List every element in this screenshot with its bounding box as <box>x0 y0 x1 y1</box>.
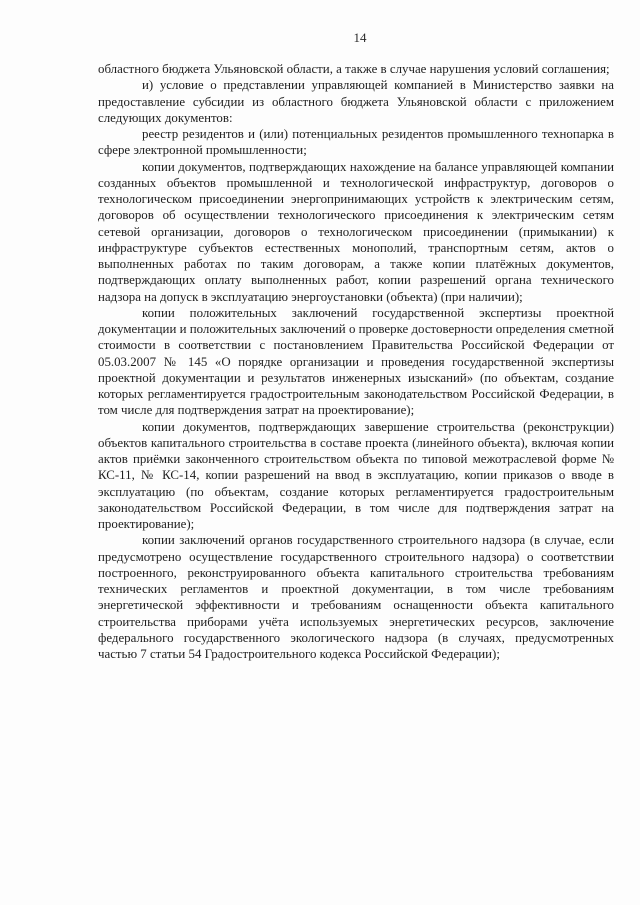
paragraph: и) условие о представлении управляющей компанией в Министерство заявки на предоставление субсидии из областного бюджета Ульяновской области с приложением следующих документов: <box>98 78 614 125</box>
paragraph: копии документов, подтверждающих завершение строительства (реконструкции) объектов капитального строительства в составе проекта (линейного объекта), включая копии актов приёмки законченного строительством объекта по типовой межотраслевой форме № КС-11, № КС-14, копии разрешений на ввод в эксплуатацию, копии приказов о вводе в эксплуатацию (по объектам, создание которых регламентируется градостроительным законодательством Российской Федерации, в том числе для подтверждения затрат на проектирование); <box>98 419 614 531</box>
paragraph: копии заключений органов государственного строительного надзора (в случае, если предусмотрено осуществление государственного строительного надзора) о соответствии построенного, реконструированного объекта капитального строительства требованиям технических регламентов и проектной документации, в том числе требованиям энергетической эффективности и требованиям оснащенности объекта капитального строительства приборами учёта используемых энергетических ресурсов, заключение федерального государственного экологического надзора (в случаях, предусмотренных частью 7 статьи 54 Градостроительного кодекса Российской Федерации); <box>98 533 614 661</box>
page-number: 14 <box>353 30 367 45</box>
paragraph: реестр резидентов и (или) потенциальных резидентов промышленного технопарка в сфере электронной промышленности; <box>98 127 614 158</box>
paragraph: копии документов, подтверждающих нахождение на балансе управляющей компании созданных объектов промышленной и технологической инфраструктур, договоров о технологическом присоединении энергопринимающих устройств к электрическим сетям, договоров об осуществлении технологического присоединения к электрическим сетям сетевой организации, договоров о технологическом присоединении (примыкании) к инфраструктуре субъектов естественных монополий, транспортным сетям, актов о выполненных работах по таким договорам, а также копии платёжных документов, подтверждающих оплату выполненных работ, копии разрешений органа технического надзора на допуск в эксплуатацию энергоустановки (объекта) (при наличии); <box>98 159 614 304</box>
document-body <box>98 61 614 662</box>
paragraph: копии положительных заключений государственной экспертизы проектной документации и положительных заключений о проверке достоверности определения сметной стоимости в соответствии с постановлением Правительства Российской Федерации от 05.03.2007 № 145 «О порядке организации и проведения государственной экспертизы проектной документации и результатов инженерных изысканий» (по объектам, создание которых регламентируется градостроительным законодательством Российской Федерации, в том числе для подтверждения затрат на проектирование); <box>98 305 614 418</box>
paragraph: областного бюджета Ульяновской области, а также в случае нарушения условий соглашения; <box>98 62 610 76</box>
